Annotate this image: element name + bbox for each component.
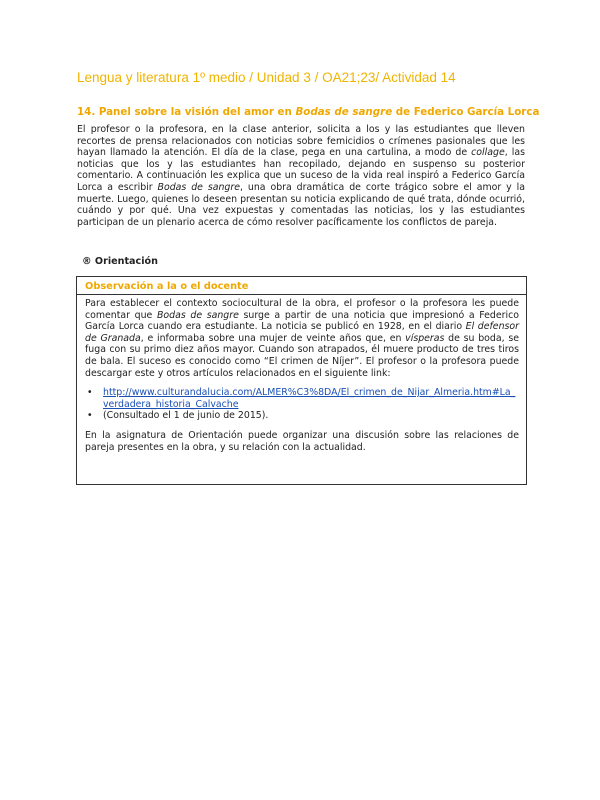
bullet-icon: •	[87, 387, 93, 399]
activity-title-suffix: de Federico García Lorca	[392, 106, 540, 118]
note-text-segment: , e informaba sobre una mujer de veinte años que, en	[140, 332, 406, 344]
body-italic-collage: collage	[471, 147, 505, 159]
teacher-note-paragraph: En la asignatura de Orientación puede organizar una discusión sobre las relaciones de pareja presentes en la obra, y su relación con la actualidad.	[85, 429, 519, 453]
body-text-segment: , una obra dramática de corte trágico sobre el amor y la muerte. Luego, quienes lo deseen presentan su noticia explicando de qué trata, dónde ocurrió, cuándo y por qué. Una vez expuestas y comentadas las noticias, los y las estudiantes participan de un plenario acerca de cómo resolver pacíficamente los conflictos de pareja.	[77, 181, 526, 228]
activity-title-work: Bodas de sangre	[295, 106, 393, 118]
teacher-note-heading: Observación a la o el docente	[85, 281, 249, 292]
note-italic-word: vísperas	[405, 332, 445, 344]
orientation-label: ® Orientación	[82, 256, 158, 267]
body-text-segment: , las noticias que los y las estudiantes han recopilado, dejando en suspenso su posterior comentario. A continuación les explica que un suceso de la vida real inspiró a Federico García Lorca a escribir	[77, 147, 525, 193]
activity-title	[77, 106, 540, 118]
teacher-note-body	[85, 298, 519, 461]
list-item	[87, 387, 519, 410]
note-italic-work: Bodas de sangre	[156, 309, 239, 321]
activity-description	[77, 124, 525, 228]
unit-breadcrumb: Lengua y literatura 1º medio / Unidad 3 / OA21;23/ Actividad 14	[77, 70, 456, 85]
note-text-segment: Para establecer el contexto sociocultural de la obra, el profesor o la profesora les puede comentar que	[85, 298, 519, 321]
resource-list	[85, 387, 519, 422]
teacher-note-box	[76, 276, 527, 485]
activity-paragraph	[77, 124, 525, 228]
body-text-segment: El profesor o la profesora, en la clase anterior, solicita a los y las estudiantes que lleven recortes de prensa relacionados con noticias sobre femicidios o crímenes pasionales que les hayan llamado la atención. El día de la clase, pega en una cartulina, a modo de	[77, 124, 525, 159]
resource-link[interactable]: http://www.culturandalucia.com/ALMER%C3%8DA/El_crimen_de_Nijar_Almeria.htm#La_verdadera_historia_Calvache	[103, 387, 516, 410]
teacher-note-paragraph	[85, 298, 519, 379]
body-italic-work: Bodas de sangre	[157, 181, 240, 193]
note-text-segment: surge a partir de una noticia que impresionó a Federico García Lorca cuando era estudiante. La noticia se publicó en 1928, en el diario	[85, 309, 519, 333]
activity-title-prefix: 14. Panel sobre la visión del amor en	[77, 106, 296, 118]
bullet-icon: •	[87, 410, 93, 422]
note-text-segment: de su boda, se fuga con su primo diez años mayor. Cuando son atrapados, él muere producto de tres tiros de bala. El suceso es conocido como “El crimen de Níjer”. El profesor o la profesora puede descargar este y otros artículos relacionados en el siguiente link:	[85, 332, 519, 379]
teacher-note-divider	[77, 294, 526, 295]
consulted-date: (Consultado el 1 de junio de 2015).	[103, 410, 269, 422]
note-italic-newspaper: El defensor de Granada	[85, 321, 519, 344]
list-item	[87, 410, 519, 422]
